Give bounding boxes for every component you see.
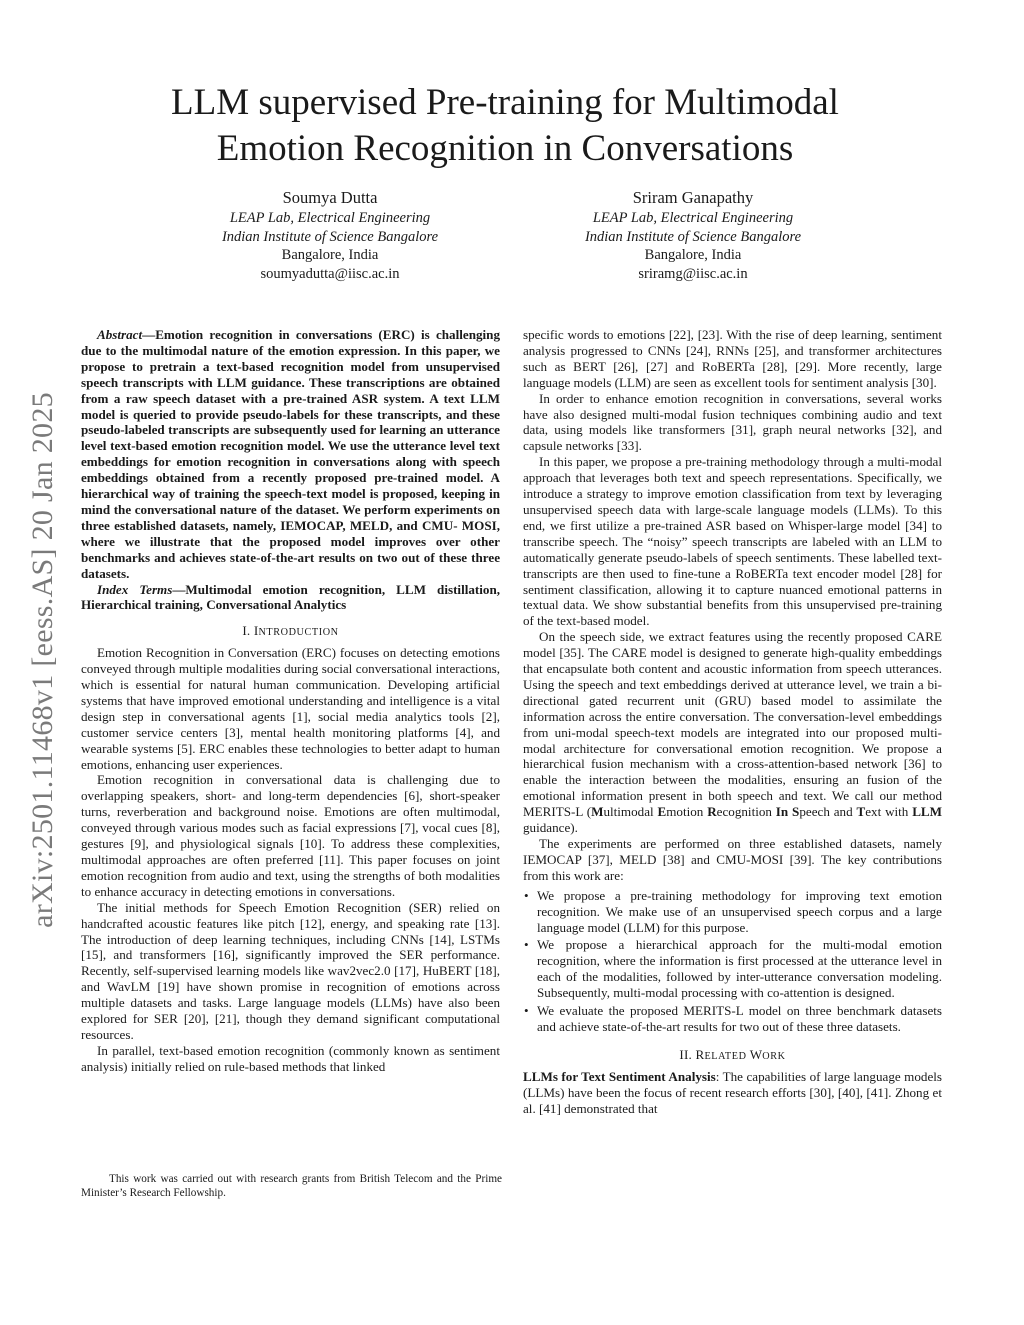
right-column — [523, 327, 942, 1117]
author-name: Soumya Dutta — [282, 188, 378, 207]
intro-paragraph: Emotion recognition in conversational data is challenging due to overlapping speakers, short- and long-term dependencies [6], short-speaker turns, reverberation and background noise. Emotions are often multimodal, conveyed through various modes such as facial expressions [7], vocal cues [8], gestures [9], and physiological signals [10]. To address these complexities, multimodal approaches are often preferred [11]. This paper focuses on joint emotion recognition from audio and text, using the strengths of both modalities to enhance accuracy in detecting emotions in conversations. — [81, 772, 500, 899]
author-institute: Indian Institute of Science Bangalore — [221, 228, 439, 245]
list-item: • We propose a pre-training methodology for improving text emotion recognition. We make use of an unsupervised speech corpus and a large language model (LLM) for this purpose. — [537, 888, 942, 936]
contributions-list — [523, 888, 942, 1035]
author-location: Bangalore, India — [644, 247, 742, 263]
author-email: soumyadutta@iisc.ac.in — [260, 265, 400, 282]
footnote-text: This work was carried out with research grants from British Telecom and the Prime Minister’s Research Fellowship. — [81, 1173, 502, 1199]
arxiv-identifier — [22, 350, 64, 970]
author-institute: Indian Institute of Science Bangalore — [584, 228, 802, 245]
index-terms: Index Terms—Multimodal emotion recognition, LLM distillation, Hierarchical training, Conversational Analytics — [81, 581, 500, 613]
paper-title — [90, 80, 920, 172]
body-paragraph-merits: On the speech side, we extract features using the recently proposed CARE model [35]. The CARE model is designed to generate high-quality embeddings that encapsulate both content and acoustic information from speech utterances. Using the speech and text embeddings derived at utterance level, we train a bi-directional gated recurrent unit (GRU) based model to assimilate the information across the entire conversation. The conversation-level embeddings from uni-modal speech-text models are integrated into our proposed multi-modal architecture for conversational emotion recognition. We propose a hierarchical fusion mechanism with a cross-attention-based network [36] to enable the interaction between the modalities, ensuring an fusion of the emotional information present in both speech and text. We call our method MERITS-L (Multimodal Emotion Recognition In Speech and Text with LLM guidance). — [523, 629, 943, 836]
author-name: Sriram Ganapathy — [632, 188, 754, 207]
author-block-1 — [150, 187, 510, 283]
author-affiliation: LEAP Lab, Electrical Engineering — [592, 210, 794, 226]
left-column — [81, 327, 500, 1075]
related-work-lead: LLMs for Text Sentiment Analysis — [523, 1068, 716, 1084]
author-affiliation: LEAP Lab, Electrical Engineering — [229, 210, 431, 226]
body-paragraph: In order to enhance emotion recognition in conversations, several works have also designed multi-modal fusion techniques combining audio and text data, using models like transformers [31], graph neural networks [32], and capsule networks [33]. — [523, 390, 942, 454]
author-email: sriramg@iisc.ac.in — [638, 265, 748, 282]
list-item: • We evaluate the proposed MERITS-L model on three benchmark datasets and achieve state-of-the-art results for two out of these three datasets. — [537, 1003, 942, 1035]
title-line-1: LLM supervised Pre-training for Multimodal — [171, 82, 839, 123]
body-paragraph: The experiments are performed on three established datasets, namely IEMOCAP [37], MELD [38] and CMU-MOSI [39]. The key contributions from this work are: — [523, 836, 942, 883]
section-heading-related-work: II. RELATED WORK — [679, 1046, 786, 1062]
section-heading-introduction: I. INTRODUCTION — [242, 623, 339, 639]
index-terms-text: Multimodal emotion recognition, LLM distillation, Hierarchical training, Conversational Analytics — [81, 581, 500, 613]
author-location: Bangalore, India — [281, 247, 379, 263]
abstract-label: Abstract — [97, 327, 143, 342]
author-block-2 — [513, 187, 873, 283]
body-paragraph: specific words to emotions [22], [23]. With the rise of deep learning, sentiment analysis progressed to CNNs [24], RNNs [25], and transformer architectures such as BERT [26], [27] and RoBERTa [28], [29]. More recently, large language models (LLM) are seen as excellent tools for sentiment analysis [30]. — [523, 327, 942, 390]
footnote — [81, 1172, 502, 1200]
intro-paragraph: In parallel, text-based emotion recognition (commonly known as sentiment analysis) initially relied on rule-based methods that linked — [81, 1042, 500, 1074]
intro-paragraph: Emotion Recognition in Conversation (ERC) focuses on detecting emotions conveyed through multiple modalities during social conversational interactions, which is essential for natural human communication. Developing artificial systems that have improved emotional understanding and intelligence is a vital design step in conversational agents [1], social media analytics tools [2], customer service centers [3], mental health monitoring platforms [4], and wearable systems [5]. ERC enables these technologies to better adapt to human emotions, enhancing user experiences. — [81, 645, 500, 772]
abstract-text: Emotion recognition in conversations (ERC) is challenging due to the multimodal nature of the emotion expression. In this paper, we propose to pretrain a text-based recognition model from unsupervised speech transcripts with LLM guidance. These transcriptions are obtained from a raw speech dataset with a pre-trained ASR system. A text LLM model is queried to provide pseudo-labels for these transcripts, and these pseudo-labeled transcripts are subsequently used for learning an utterance level text-based emotion recognition model. We use the utterance level text embeddings for emotion recognition in conversations along with speech embeddings obtained from a recently proposed pre-trained model. A hierarchical way of training the speech-text model is proposed, keeping in mind the conversational nature of the dataset. We perform experiments on three established datasets, namely, IEMOCAP, MELD, and CMU- MOSI, where we illustrate that the proposed model improves over other benchmarks and achieves state-of-the-art results on two out of these three datasets. — [81, 327, 500, 581]
intro-paragraph: The initial methods for Speech Emotion Recognition (SER) relied on handcrafted acoustic features like pitch [12], energy, and speaking rate [13]. The introduction of deep learning techniques, including CNNs [14], LSTMs [15], and transformers [16], significantly improved the SER performance. Recently, self-supervised learning models like wav2vec2.0 [17], HuBERT [18], and WavLM [19] have shown promise in recognition of emotions across multiple datasets and tasks. Large language models (LLMs) have also been explored for SER [20], [21], though they demand significant computational resources. — [81, 899, 500, 1042]
body-paragraph: In this paper, we propose a pre-training methodology through a multi-modal approach that leverages both text and speech representations. Specifically, we introduce a strategy to improve emotion classification from text by leveraging unsupervised speech data with large-scale language models (LLMs). To this end, we first utilize a pre-trained ASR based on Whisper-large model [34] to transcribe speech. The “noisy” speech transcripts are labeled with an LLM to automatically generate pseudo-labels of speech sentiments. These labelled text-transcripts are then used to fine-tune a RoBERTa text encoder model [28] for sentiment classification, allowing it to capture nuanced emotional patterns in textual data. We show substantial benefits from this unsupervised pre-training of the text-based model. — [523, 454, 942, 629]
abstract: Abstract—Emotion recognition in conversations (ERC) is challenging due to the multimodal nature of the emotion expression. In this paper, we propose to pretrain a text-based recognition model from unsupervised speech transcripts with LLM guidance. These transcriptions are obtained from a raw speech dataset with a pre-trained ASR system. A text LLM model is queried to provide pseudo-labels for these transcripts, and these pseudo-labeled transcripts are subsequently used for learning an utterance level text-based emotion recognition model. We use the utterance level text embeddings for emotion recognition in conversations along with speech embeddings obtained from a recently proposed pre-trained model. A hierarchical way of training the speech-text model is proposed, keeping in mind the conversational nature of the dataset. We perform experiments on three established datasets, namely, IEMOCAP, MELD, and CMU- MOSI, where we illustrate that the proposed model improves over other benchmarks and achieves state-of-the-art results on two out of these three datasets. — [81, 327, 500, 581]
related-work-paragraph: LLMs for Text Sentiment Analysis: The capabilities of large language models (LLMs) have been the focus of recent research efforts [30], [40], [41]. Zhong et al. [41] demonstrated that — [523, 1068, 942, 1116]
arxiv-id-text: arXiv:2501.11468v1 [eess.AS] 20 Jan 2025 — [26, 392, 59, 928]
list-item: • We propose a hierarchical approach for the multi-modal emotion recognition, where the information is first processed at the utterance level in each of the modalities, followed by inter-utterance conversation modeling. Subsequently, multi-modal processing with co-attention is designed. — [537, 937, 942, 1001]
index-terms-label: Index Terms — [97, 581, 173, 597]
title-line-2: Emotion Recognition in Conversations — [216, 128, 794, 169]
